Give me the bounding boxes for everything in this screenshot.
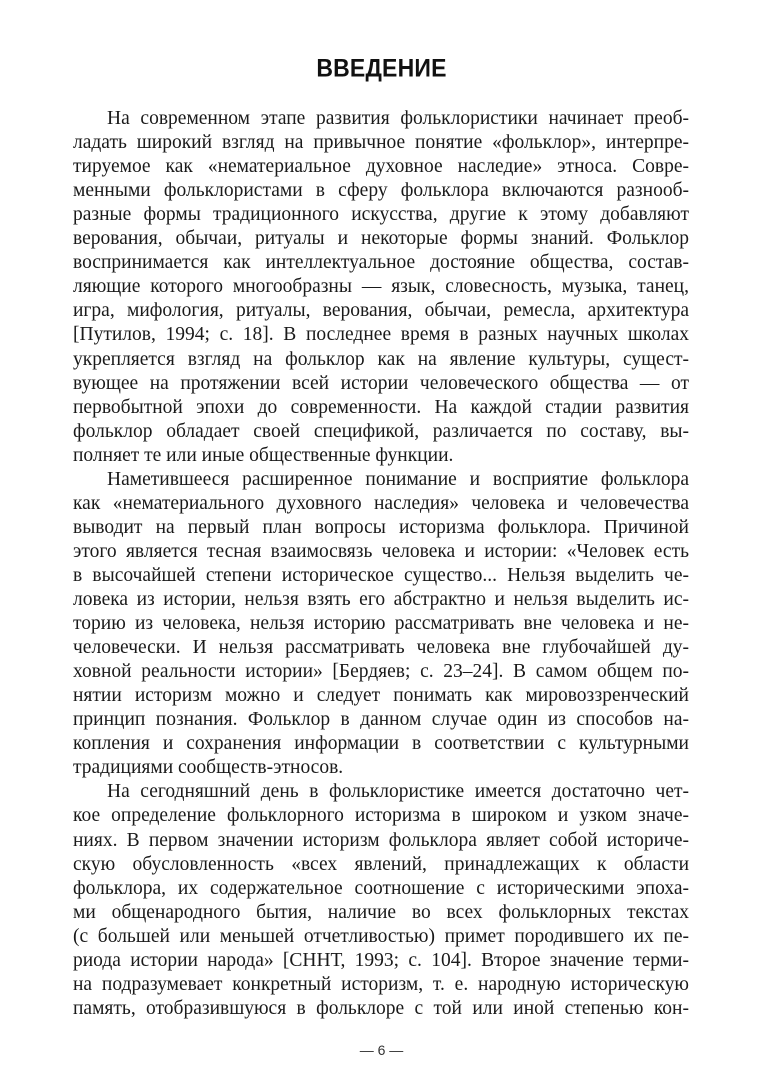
- text-line: верования, обычаи, ритуалы и некоторые формы знаний. Фольклор: [73, 228, 689, 250]
- text-line: риода истории народа» [СННТ, 1993; с. 104]. Второе значение терми-: [73, 949, 689, 971]
- text-line: человечески. И нельзя рассматривать человека вне глубочайшей ду-: [73, 637, 689, 659]
- text-line: традициями сообществ-этносов.: [73, 757, 344, 779]
- text-line: память, отобразившуюся в фольклоре с той или иной степенью кон-: [73, 997, 689, 1019]
- text-line: ловека из истории, нельзя взять его абстрактно и нельзя выделить ис-: [73, 589, 689, 610]
- text-line: выводит на первый план вопросы историзма фольклора. Причиной: [73, 516, 689, 538]
- text-line: фольклора, их содержательное соотношение с историческими эпоха-: [73, 877, 689, 899]
- text-line: ми общенародного бытия, наличие во всех фольклорных текстах: [73, 901, 689, 923]
- text-line: кое определение фольклорного историзма в широком и узком значе-: [73, 805, 689, 827]
- text-line: скую обусловленность «всех явлений, принадлежащих к области: [73, 853, 689, 875]
- text-line: ховной реальности истории» [Бердяев; с. 23–24]. В самом общем по-: [73, 661, 689, 683]
- text-line: на подразумевает конкретный историзм, т. е. народную историческую: [73, 973, 689, 995]
- page-number: — 6 —: [359, 1042, 404, 1058]
- text-line: ляющие которого многообразны — язык, словесность, музыка, танец,: [73, 276, 689, 298]
- text-line: копления и сохранения информации в соответствии с культурными: [73, 733, 689, 755]
- text-line: вующее на протяжении всей истории человеческого общества — от: [73, 372, 689, 394]
- text-line: фольклор обладает своей спецификой, различается по составу, вы-: [73, 420, 689, 442]
- text-line: [Путилов, 1994; с. 18]. В последнее время в разных научных школах: [73, 324, 689, 346]
- text-line: торию из человека, нельзя историю рассматривать вне человека и не-: [73, 613, 689, 635]
- text-line: первобытной эпохи до современности. На каждой стадии развития: [73, 396, 689, 418]
- text-line: Наметившееся расширенное понимание и восприятие фольклора: [107, 468, 689, 490]
- text-line: На современном этапе развития фольклористики начинает преоб-: [107, 108, 689, 129]
- text-line: На сегодняшний день в фольклористике имеется достаточно чет-: [107, 781, 689, 803]
- text-line: в высочайшей степени историческое существо... Нельзя выделить че-: [73, 564, 689, 586]
- text-line: этого является тесная взаимосвязь человека и истории: «Человек есть: [73, 540, 689, 562]
- text-line: воспринимается как интеллектуальное достояние общества, состав-: [73, 252, 689, 274]
- text-line: тируемое как «нематериальное духовное наследие» этноса. Совре-: [73, 156, 689, 178]
- text-line: ниях. В первом значении историзм фольклора являет собой историче-: [73, 829, 689, 851]
- text-line: нятии историзм можно и следует понимать как мировоззренческий: [73, 685, 689, 707]
- text-line: укрепляется взгляд на фольклор как на явление культуры, сущест-: [73, 348, 689, 370]
- text-line: (с большей или меньшей отчетливостью) примет породившего их пе-: [73, 925, 689, 947]
- text-line: принцип познания. Фольклор в данном случае один из способов на-: [73, 709, 689, 731]
- text-line: полняет те или иные общественные функции.: [73, 444, 454, 466]
- text-line: менными фольклористами в сферу фольклора включаются разнооб-: [73, 180, 689, 202]
- text-line: игра, мифология, ритуалы, верования, обычаи, ремесла, архитектура: [73, 300, 689, 322]
- text-line: как «нематериального духовного наследия» человека и человечества: [73, 492, 689, 514]
- chapter-heading: ВВЕДЕНИЕ: [316, 53, 447, 82]
- text-line: ладать широкий взгляд на привычное понятие «фольклор», интерпре-: [73, 132, 689, 154]
- text-line: разные формы традиционного искусства, другие к этому добавляют: [73, 204, 689, 226]
